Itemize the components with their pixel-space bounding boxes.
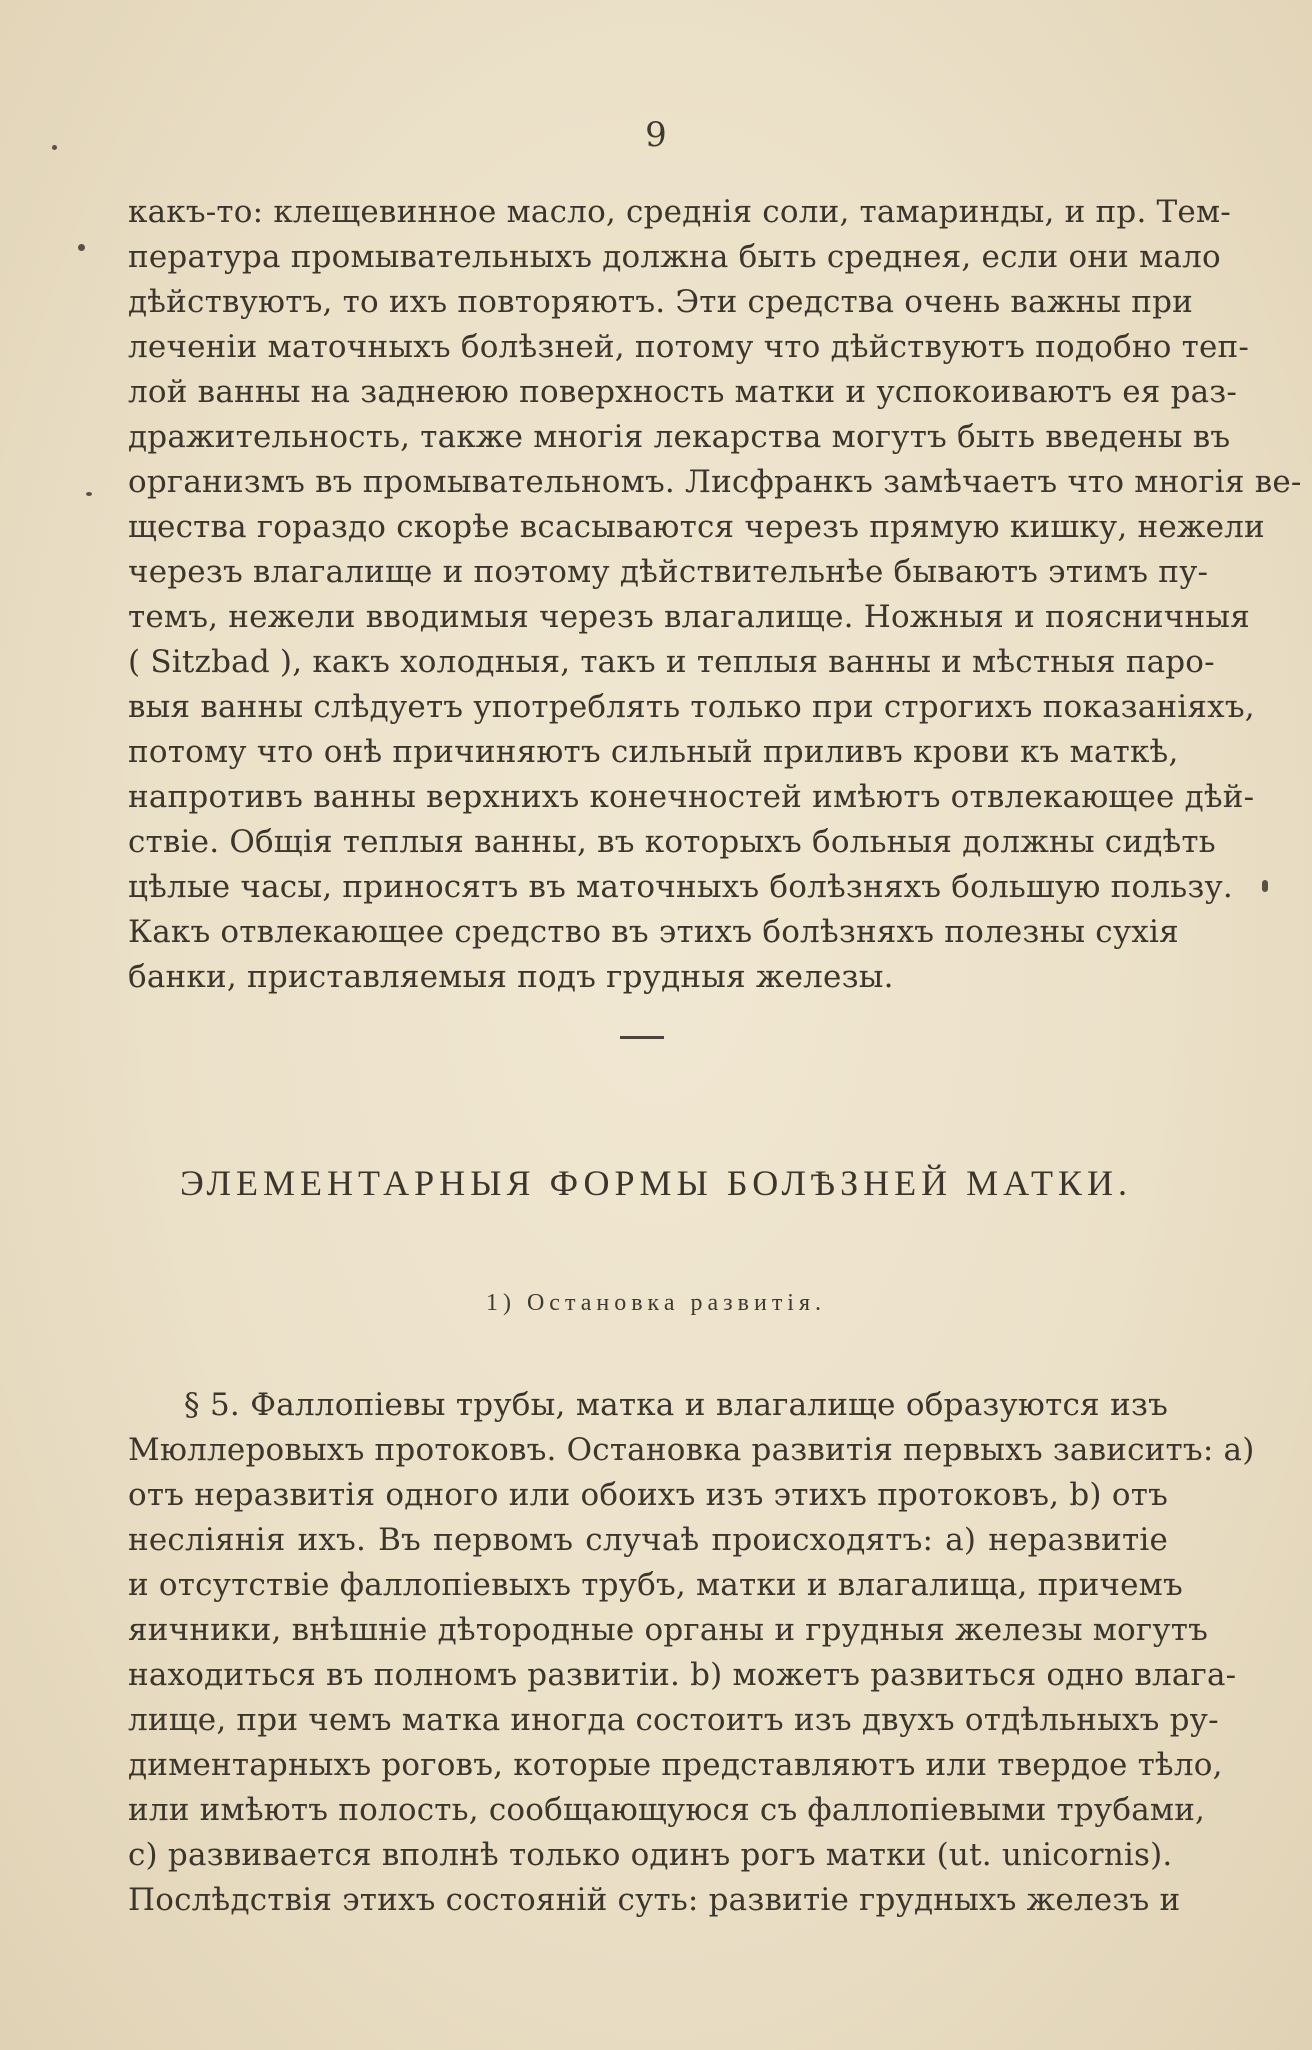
page-number: 9 — [645, 115, 667, 155]
subsection-heading: 1) Остановка развитія. — [485, 1290, 827, 1316]
ink-speck — [78, 244, 85, 251]
text-line: организмъ въ промывательномъ. Лисфранкъ замѣчаетъ что многія ве- — [128, 464, 1302, 500]
text-line: яичники, внѣшніе дѣтородные органы и грудныя железы могутъ — [128, 1612, 1209, 1648]
text-line: лище, при чемъ матка иногда состоитъ изъ двухъ отдѣльныхъ ру- — [128, 1702, 1219, 1738]
text-line: потому что онѣ причиняютъ сильный приливъ крови къ маткѣ, — [128, 734, 1179, 770]
text-line: с) развивается вполнѣ только одинъ рогъ матки (ut. unicornis). — [128, 1837, 1173, 1873]
text-line: Какъ отвлекающее средство въ этихъ болѣзняхъ полезны сухія — [128, 914, 1179, 950]
text-line: § 5. Фаллопіевы трубы, матка и влагалище образуются изъ — [184, 1387, 1168, 1423]
text-line: пература промывательныхъ должна быть среднея, если они мало — [128, 239, 1221, 275]
section-heading: ЭЛЕМЕНТАРНЫЯ ФОРМЫ БОЛѢЗНЕЙ МАТКИ. — [180, 1163, 1132, 1203]
ink-speck — [86, 492, 92, 496]
text-line: напротивъ ванны верхнихъ конечностей имѣютъ отвлекающее дѣй- — [128, 779, 1255, 815]
text-line: какъ-то: клещевинное масло, среднія соли, тамаринды, и пр. Тем- — [128, 194, 1231, 230]
text-line: щества гораздо скорѣе всасываются черезъ прямую кишку, нежели — [128, 509, 1265, 545]
section-divider — [620, 1036, 664, 1039]
text-line: цѣлые часы, приносятъ въ маточныхъ болѣзняхъ большую пользу. — [128, 869, 1233, 905]
text-line: темъ, нежели вводимыя черезъ влагалище. Ножныя и поясничныя — [128, 599, 1250, 635]
ink-speck — [52, 145, 57, 150]
text-line: находиться въ полномъ развитіи. b) можетъ развиться одно влага- — [128, 1657, 1237, 1693]
text-line: ствіе. Общія теплыя ванны, въ которыхъ больныя должны сидѣть — [128, 824, 1216, 860]
text-line: или имѣютъ полость, сообщающуюся съ фаллопіевыми трубами, — [128, 1792, 1206, 1828]
paragraph-1 — [128, 190, 1302, 1000]
paragraph-2 — [128, 1383, 1255, 1923]
text-line: отъ неразвитія одного или обоихъ изъ этихъ протоковъ, b) отъ — [128, 1477, 1168, 1513]
text-line: Послѣдствія этихъ состояній суть: развитіе грудныхъ железъ и — [128, 1882, 1181, 1918]
text-line: дѣйствуютъ, то ихъ повторяютъ. Эти средства очень важны при — [128, 284, 1193, 320]
text-line: несліянія ихъ. Въ первомъ случаѣ происходятъ: а) неразвитіе — [128, 1522, 1168, 1558]
text-line: банки, приставляемыя подъ грудныя железы. — [128, 959, 894, 995]
ink-speck — [1262, 880, 1268, 892]
text-line: и отсутствіе фаллопіевыхъ трубъ, матки и влагалища, причемъ — [128, 1567, 1183, 1603]
text-line: черезъ влагалище и поэтому дѣйствительнѣе бываютъ этимъ пу- — [128, 554, 1209, 590]
text-line: ( Sitzbad ), какъ холодныя, такъ и теплыя ванны и мѣстныя паро- — [128, 644, 1215, 680]
text-line: диментарныхъ роговъ, которые представляютъ или твердое тѣло, — [128, 1747, 1223, 1783]
text-line: леченіи маточныхъ болѣзней, потому что дѣйствуютъ подобно теп- — [128, 329, 1250, 365]
text-line: Мюллеровыхъ протоковъ. Остановка развитія первыхъ зависитъ: а) — [128, 1432, 1255, 1468]
text-line: дражительность, также многія лекарства могутъ быть введены въ — [128, 419, 1231, 455]
text-line: выя ванны слѣдуетъ употреблять только при строгихъ показаніяхъ, — [128, 689, 1255, 725]
text-line: лой ванны на заднеюю поверхность матки и успокоиваютъ ея раз- — [128, 374, 1238, 410]
